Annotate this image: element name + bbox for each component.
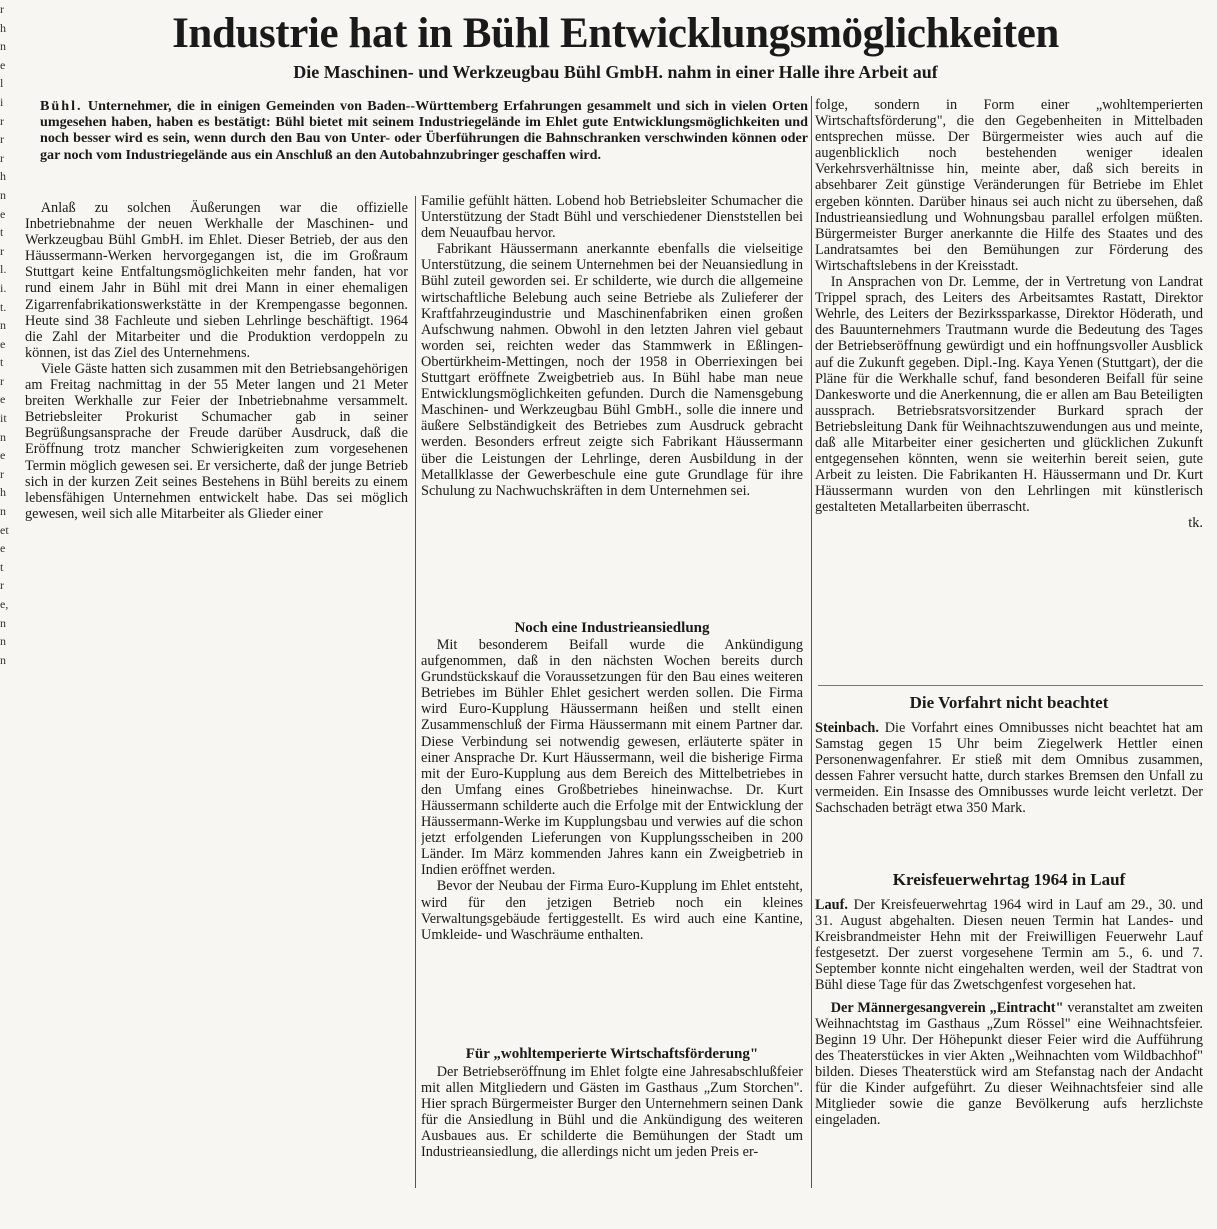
edge-fragment: r — [0, 373, 4, 388]
adjacent-column-fragments — [0, 0, 12, 1229]
edge-fragment: n — [0, 429, 6, 444]
paragraph: Fabrikant Häussermann anerkannte ebenfalls die vielseitige Unterstützung, die seinem Unternehmen bei der Neuansiedlung in Bühl zuteil geworden sei. Er schilderte, wie durch die allgemeine wirtschaftliche Belebung auch seine Betriebe als Zulieferer der Kraftfahrzeugindustrie und Maschinenfabriken einen großen Aufschwung nahmen. Obwohl in den letzten Jahren viel gebaut worden sei, reichten weder das Stammwerk in Eßlingen-Obertürkheim-Mettingen, noch der 1958 in Oberriexingen bei Stuttgart eröffnete Zweigbetrieb aus. In Bühl habe man neue Entwicklungsmöglichkeiten gefunden. Durch die Namensgebung Maschinen- und Werkzeugbau Bühl GmbH., solle die innere und äußere Selbständigkeit des Betriebes zum Ausdruck gebracht werden. Besonders erfreut zeigte sich Fabrikant Häussermann über die Leistungen der Lehrlinge, deren Ausbildung in der Metallklasse der Gewerbeschule eine gute Grundlage für ihre Schulung zu Nachwuchskräften in dem Unternehmen sei. — [421, 241, 803, 499]
headline: Industrie hat in Bühl Entwicklungsmöglichkeiten — [172, 10, 1059, 57]
maennergesangverein-runin: Der Männergesangverein „Eintracht" — [830, 999, 1064, 1016]
edge-fragment: r — [0, 113, 4, 128]
edge-fragment: r — [0, 243, 4, 258]
edge-fragment: e — [0, 336, 6, 351]
edge-fragment: e — [0, 541, 6, 556]
maennergesangverein-text: veranstaltet am zweiten Weihnachtstag im Gasthaus „Zum Rössel" eine Weihnachtsfeier. Beginn 19 Uhr. Der Höhepunkt dieser Feier wird die Aufführung des Theaterstückes in vier Akten „Weihnachten vom Wildbachhof" bilden. Dieses Theaterstück wird am Stefanstag nach der Andacht für die Kinder aufgeführt. Zu dieser Weihnachtsfeier sind alle Mitglieder sowie die ganze Bevölkerung aufs herzlichste eingeladen. — [815, 999, 1203, 1129]
subhead-wirtschaftsfoerderung: Für „wohltemperierte Wirtschaftsförderung" — [465, 1046, 759, 1062]
lead-text: Unternehmer, die in einigen Gemeinden von Baden--Württemberg Erfahrungen gesammelt und sich in vielen Orten umgesehen haben, haben es bestätigt: Bühl bietet mit seinem Industriegelände im Ehlet gute Entwicklungsmöglichkeiten und noch besser wird es sein, wenn durch den Bau von Unter- oder Überführungen die Bahnschranken verschwinden können oder gar noch vom Industriegelände aus ein Anschluß an den Autobahnzubringer geschaffen wird. — [40, 98, 808, 163]
subheadline: Die Maschinen- und Werkzeugbau Bühl GmbH. nahm in einer Halle ihre Arbeit auf — [293, 62, 938, 82]
headline-vorfahrt: Die Vorfahrt nicht beachtet — [909, 693, 1109, 712]
place-lauf: Lauf. — [815, 897, 848, 913]
paragraph: Mit besonderem Beifall wurde die Ankündigung aufgenommen, daß in den nächsten Wochen bereits durch Grundstückskauf die Voraussetzungen für den Bau eines weiteren Betriebes im Bühler Ehlet gesichert werden sollen. Die Firma wird Euro-Kupplung Häussermann heißen und stellt einen Zusammenschluß der Firma Häussermann mit einem Partner dar. Diese Verbindung sei notwendig gewesen, erläuterte später in einer Ansprache Dr. Kurt Häussermann, weil die bisherige Firma mit der Euro-Kupplung aus dem Bereich des Mittelbetriebes in den Umfang eines Großbetriebes hineinwachse. Dr. Kurt Häussermann schilderte auch die Erfolge mit der Entwicklung der Häussermann-Werke im Kupplungsbau und verwies auf die schon jetzt erfolgenden Lieferungen von Kupplungsscheiben in 200 Länder. Im März kommenden Jahres kann ein Zweigbetrieb in Indien eröffnet werden. — [421, 637, 803, 879]
column-1 — [25, 200, 408, 625]
vorfahrt-text: Die Vorfahrt eines Omnibusses nicht beachtet hat am Samstag gegen 15 Uhr beim Ziegelwerk Hettler einen Personenwagenfahrer. Er stieß mit dem Omnibus zusammen, dessen Fahrer versucht hatte, durch starkes Bremsen den Unfall zu vermeiden. Ein Insasse des Omnibusses wurde leicht verletzt. Der Sachschaden beträgt etwa 350 Mark. — [815, 720, 1203, 817]
edge-fragment: h — [0, 20, 6, 35]
edge-fragment: l — [0, 76, 4, 91]
column-rule-h — [818, 685, 1203, 686]
edge-fragment: r — [0, 578, 4, 593]
edge-fragment: e — [0, 448, 6, 463]
paragraph: folge, sondern in Form einer „wohltemperierten Wirtschaftsförderung", die den Gegebenheiten in Mittelbaden entsprechen müsse. Der Bürgermeister wies auch auf die augenblicklich noch bestehenden weniger idealen Verkehrsverhältnisse hin, meinte aber, daß sich bereits in absehbarer Zeit günstige Veränderungen für Betriebe im Ehlet ergeben könnten. Darüber hinaus sei auch nicht zu übersehen, daß Industrieansiedlung und Wohnungsbau parallel erfolgen müßten. Bürgermeister Burger anerkannte die Hilfe des Staates und des Landratsamtes bei den Bemühungen zur Förderung des Wirtschaftslebens in der Kreisstadt. — [815, 97, 1203, 274]
edge-fragment: r — [0, 150, 4, 165]
column-rule-1 — [415, 196, 416, 1188]
edge-fragment: n — [0, 615, 6, 630]
column-2-middle — [421, 637, 803, 1042]
article-vorfahrt-body — [815, 720, 1203, 848]
edge-fragment: l. — [0, 262, 7, 277]
edge-fragment: n — [0, 187, 6, 202]
paragraph: In Ansprachen von Dr. Lemme, der in Vertretung von Landrat Trippel sprach, des Leiters des Arbeitsamtes Rastatt, Direktor Wehrle, des Leiters der Bezirkssparkasse, Direktor Höderath, und des Bauunternehmers Trautmann wurde die Bedeutung des Tages der Betriebseröffnung gewürdigt und ein hoffnungsvoller Ausblick auf die Zukunft gegeben. Dipl.-Ing. Kaya Yenen (Stuttgart), der die Pläne für die Werkhalle schuf, fand besonderen Beifall für seine Dankesworte und die Anerkennung, die er allen am Bau Beteiligten aussprach. Betriebsratsvorsitzender Burkard sprach der Betriebsleitung Dank für Weihnachtszuwendungen aus und meinte, daß alle Mitarbeiter einer gesicherten und glücklichen Zukunft entgegensehen könnten, wenn sie weiterhin bereit seien, gute Arbeit zu leisten. Die Fabrikanten H. Häussermann und Dr. Kurt Häussermann wurden von den Lehrlingen mit künstlerisch gestalteten Metallarbeiten überrascht. — [815, 274, 1203, 516]
column-3-top — [815, 97, 1203, 672]
edge-fragment: e, — [0, 597, 9, 611]
edge-fragment: e — [0, 206, 6, 221]
author-initials: tk. — [1188, 515, 1203, 532]
edge-fragment: h — [0, 169, 6, 184]
edge-fragment: r — [0, 466, 4, 481]
article-kreisfeuerwehrtag-body — [815, 897, 1203, 1187]
edge-fragment: t — [0, 225, 4, 240]
subhead-industrieansiedlung: Noch eine Industrieansiedlung — [514, 620, 710, 636]
paragraph: Der Betriebseröffnung im Ehlet folgte eine Jahresabschlußfeier mit allen Mitgliedern und Gästen im Gasthaus „Zum Storchen". Hier sprach Bürgermeister Burger den Unternehmern seinen Dank für die Ansiedlung in Bühl und die Ankündigung des weiteren Ausbaues aus. Er schilderte die Bemühungen der Stadt um Industrieansiedlung, die allerdings nicht um jeden Preis er- — [421, 1064, 803, 1161]
place-steinbach: Steinbach. — [815, 720, 879, 736]
edge-fragment: n — [0, 504, 6, 519]
edge-fragment: e — [0, 392, 6, 407]
lead-paragraph — [40, 98, 808, 163]
edge-fragment: i — [0, 94, 4, 109]
edge-fragment: n — [0, 39, 6, 54]
paragraph: Anlaß zu solchen Äußerungen war die offizielle Inbetriebnahme der neuen Werkhalle der Maschinen- und Werkzeugbau Bühl GmbH. im Ehlet. Dieser Betrieb, der aus den Häussermann-Werken hervorgegangen ist, die im Großraum Stuttgart keine Entfaltungsmöglichkeiten mehr fanden, hat vor rund einem Jahr in Bühl mit drei Mann in einer ehemaligen Zigarrenfabrikationswerkstätte in der Krempengasse begonnen. Heute sind 38 Fachleute und sieben Lehrlinge beschäftigt. 1964 die Zahl der Mitarbeiter und die Produktion verdoppeln zu können, ist das Ziel des Unternehmens. — [25, 200, 408, 361]
edge-fragment: et — [0, 522, 9, 537]
edge-fragment: r — [0, 132, 4, 147]
column-2-top — [421, 193, 803, 618]
edge-fragment: n — [0, 318, 6, 333]
paragraph: Viele Gäste hatten sich zusammen mit den Betriebsangehörigen am Freitag nachmittag in der 55 Meter langen und 21 Meter breiten Werkhalle zur Feier der Inbetriebnahme versammelt. Betriebsleiter Prokurist Schumacher gab in seiner Begrüßungsansprache der Freude darüber Ausdruck, daß die Eröffnung trotz mancher Schwierigkeiten zum vorgesehenen Termin möglich gewesen sei. Er versicherte, daß der junge Betrieb sich in der kurzen Zeit seines Bestehens in Bühl bereits zu einem lebensfähigen Unternehmen entwickelt habe. Das sei möglich gewesen, weil sich alle Mitarbeiter als Glieder einer — [25, 360, 408, 522]
column-2-bottom — [421, 1064, 803, 1189]
edge-fragment: t. — [0, 299, 7, 314]
edge-fragment: h — [0, 485, 6, 500]
edge-fragment: it — [0, 411, 7, 426]
lead-place: Bühl. — [40, 98, 83, 114]
headline-kreisfeuerwehrtag: Kreisfeuerwehrtag 1964 in Lauf — [892, 870, 1126, 889]
feuerwehr-text: Der Kreisfeuerwehrtag 1964 wird in Lauf am 29., 30. und 31. August abgehalten. Diesen neuen Termin hat Landes- und Kreisbrandmeister Hehn mit der Freiwilligen Feuerwehr Lauf festgesetzt. Der zuerst vorgesehene Termin am 5., 6. und 7. September konnte nicht eingehalten werden, weil der Stadtrat von Bühl diese Tage für das Zwetschgenfest vorgesehen hat. — [815, 897, 1203, 994]
column-rule-2 — [811, 96, 812, 1188]
edge-fragment: i. — [0, 280, 7, 295]
edge-fragment: n — [0, 652, 6, 667]
paragraph: Familie gefühlt hätten. Lobend hob Betriebsleiter Schumacher die Unterstützung der Stadt Bühl und verschiedener Dienststellen bei dem Neuaufbau hervor. — [421, 193, 803, 242]
paragraph: Bevor der Neubau der Firma Euro-Kupplung im Ehlet entsteht, wird für den jetzigen Betrieb noch ein kleines Verwaltungsgebäude fertiggestellt. Es wird auch eine Kantine, Umkleide- und Waschräume enthalten. — [421, 878, 803, 943]
edge-fragment: e — [0, 57, 6, 72]
edge-fragment: t — [0, 559, 4, 574]
edge-fragment: r — [0, 2, 4, 16]
edge-fragment: t — [0, 355, 4, 370]
edge-fragment: n — [0, 634, 6, 649]
